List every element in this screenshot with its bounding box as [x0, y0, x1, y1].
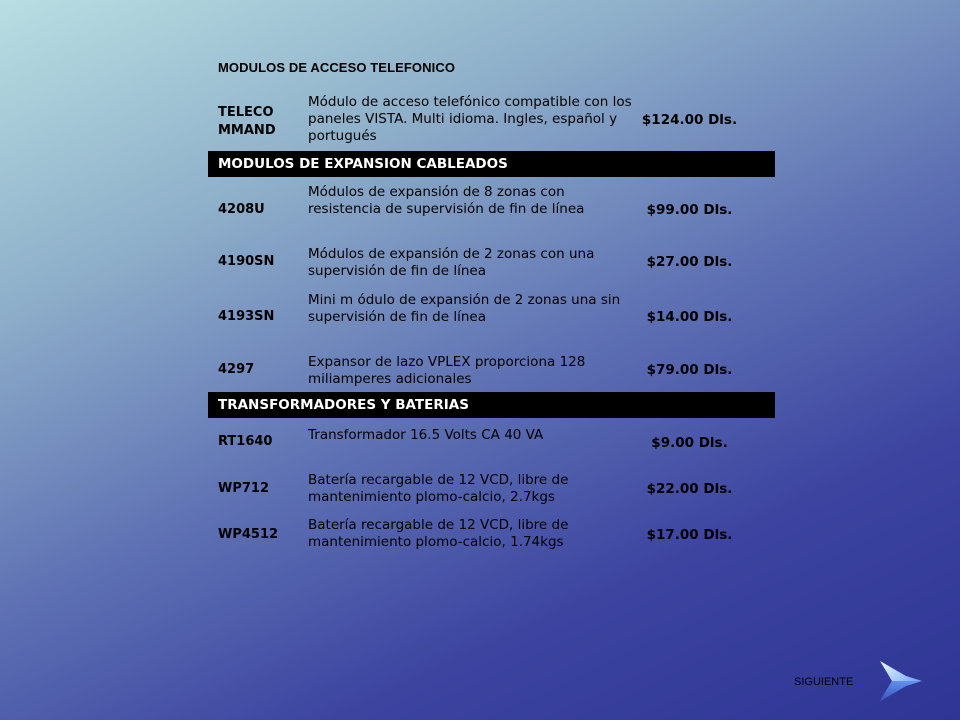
product-code: 4190SN [218, 254, 275, 269]
product-row-wp4512 [208, 517, 775, 553]
product-description: Módulos de expansión de 2 zonas con una supervisión de fin de línea [308, 246, 595, 279]
product-row-4190sn [208, 246, 775, 286]
slide-title: MODULOS DE ACCESO TELEFONICO [218, 60, 456, 75]
section-heading-expansion: MODULOS DE EXPANSION CABLEADOS [208, 151, 775, 177]
product-price: $79.00 Dls. [646, 362, 733, 378]
product-row-rt1640 [208, 427, 775, 457]
product-description: Módulo de acceso telefónico compatible con los paneles VISTA. Multi idioma. Ingles, español y portugués [308, 94, 632, 144]
product-row-4297 [208, 354, 775, 390]
product-price: $99.00 Dls. [646, 202, 733, 218]
product-code: 4208U [218, 202, 265, 217]
product-code: WP4512 [218, 527, 279, 542]
product-code: WP712 [218, 481, 270, 496]
product-description: Expansor de lazo VPLEX proporciona 128 miliamperes adicionales [308, 354, 586, 387]
product-code: 4297 [218, 362, 255, 377]
product-price: $9.00 Dls. [651, 435, 728, 451]
product-code: RT1640 [218, 434, 273, 449]
product-code: 4193SN [218, 309, 275, 324]
product-description: Mini m ódulo de expansión de 2 zonas una sin supervisión de fin de línea [308, 292, 621, 325]
product-description: Batería recargable de 12 VCD, libre de mantenimiento plomo-calcio, 1.74kgs [308, 517, 569, 550]
product-description: Módulos de expansión de 8 zonas con resistencia de supervisión de fin de línea [308, 184, 585, 217]
section-heading-transformers: TRANSFORMADORES Y BATERIAS [208, 392, 775, 418]
product-price: $22.00 Dls. [646, 481, 733, 497]
product-row-4193sn [208, 292, 775, 332]
product-row-4208u [208, 184, 775, 228]
product-code: TELECO MMAND [218, 105, 276, 138]
next-link[interactable]: SIGUIENTE [794, 676, 854, 688]
product-price: $124.00 Dls. [641, 112, 738, 128]
product-row-telecommand [208, 94, 775, 148]
product-price: $17.00 Dls. [646, 527, 733, 543]
product-row-wp712 [208, 472, 775, 508]
product-price: $14.00 Dls. [646, 309, 733, 325]
product-description: Transformador 16.5 Volts CA 40 VA [308, 427, 544, 443]
product-description: Batería recargable de 12 VCD, libre de mantenimiento plomo-calcio, 2.7kgs [308, 472, 569, 505]
next-arrow-icon[interactable] [878, 658, 928, 704]
product-price: $27.00 Dls. [646, 254, 733, 270]
